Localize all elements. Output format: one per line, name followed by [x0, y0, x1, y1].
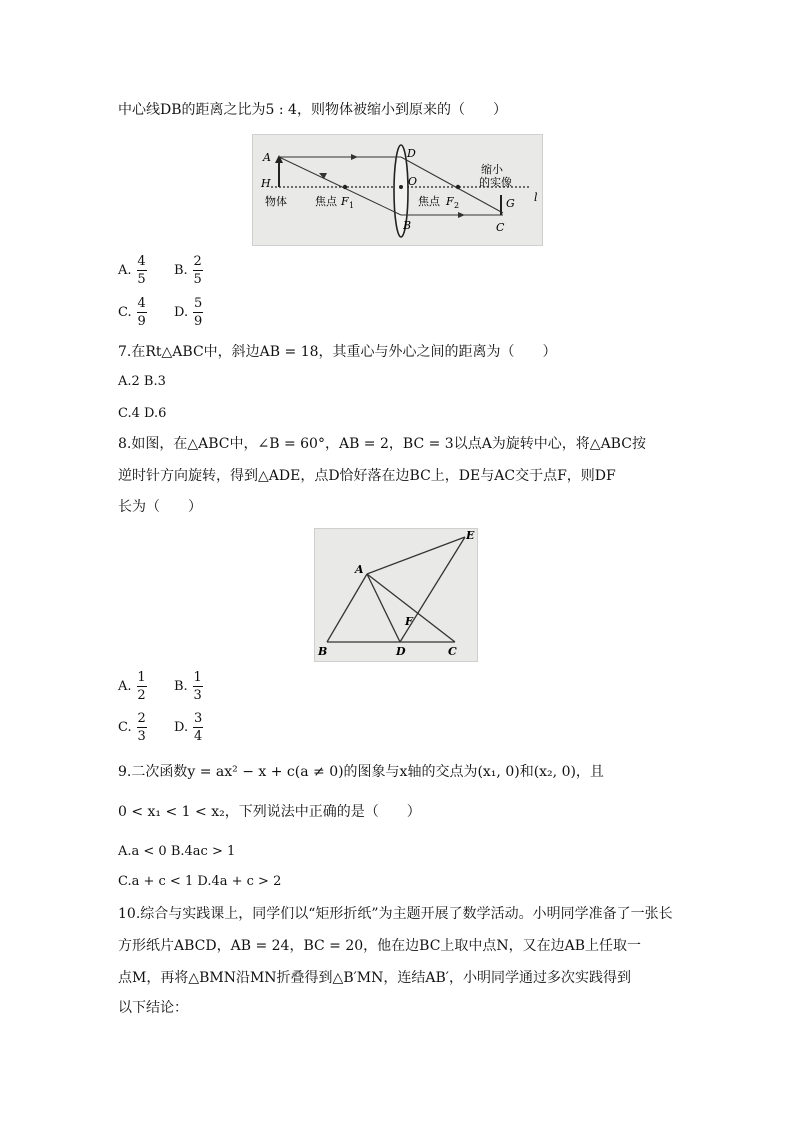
- lens-center: [399, 185, 403, 189]
- option-letter: B.: [174, 263, 188, 278]
- segment-AB: [327, 574, 367, 642]
- label-object: 物体: [265, 195, 287, 208]
- fraction: [137, 711, 147, 744]
- q7-options-row1[interactable]: A.2 B.3: [118, 374, 166, 389]
- triangle-figure: [314, 528, 478, 662]
- q9-stem-line2: 0 < x₁ < 1 < x₂，下列说法中正确的是（ ）: [118, 804, 421, 820]
- label-image-line1: 缩小: [481, 163, 503, 176]
- fraction: [137, 254, 147, 287]
- label-E: E: [466, 529, 475, 542]
- label-focus-2: 焦点: [418, 195, 440, 208]
- q9-options-row2[interactable]: C.a + c < 1 D.4a + c > 2: [118, 874, 282, 889]
- lens-figure: [252, 134, 543, 246]
- lens-diagram: [253, 135, 542, 245]
- denominator: 5: [137, 272, 146, 287]
- label-B: B: [403, 219, 412, 232]
- option-letter: C.: [118, 720, 132, 735]
- q6-stem-tail: 中心线DB的距离之比为5 : 4，则物体被缩小到原来的（ ）: [118, 102, 507, 118]
- q9-options-row1[interactable]: A.a < 0 B.4ac > 1: [118, 844, 236, 859]
- option-letter: C.: [118, 305, 132, 320]
- q8-stem-line3: 长为（ ）: [118, 499, 202, 515]
- denominator: 2: [137, 688, 146, 703]
- label-D: D: [407, 147, 416, 160]
- denominator: 9: [137, 314, 146, 329]
- option-letter: B.: [174, 679, 188, 694]
- label-D: D: [396, 645, 406, 658]
- q10-line2: 方形纸片ABCD，AB = 24，BC = 20，他在边BC上取中点N，又在边AB上任取一: [118, 938, 642, 954]
- label-H: H: [261, 177, 271, 190]
- ray-arrow-1: [351, 154, 358, 160]
- q10-line1: 10.综合与实践课上，同学们以“矩形折纸”为主题开展了数学活动。小明同学准备了一张长: [118, 906, 673, 922]
- numerator: 2: [137, 711, 146, 726]
- q8-option-d[interactable]: [174, 711, 203, 744]
- fraction: [193, 254, 203, 287]
- numerator: 5: [193, 296, 203, 311]
- segment-AC: [367, 574, 455, 642]
- fraction: [137, 670, 147, 703]
- focus-point-2: [456, 185, 460, 189]
- denominator: 9: [193, 314, 203, 329]
- q6-option-d[interactable]: [174, 296, 203, 329]
- numerator: 4: [137, 254, 146, 269]
- label-F1-sub: 1: [349, 201, 355, 210]
- label-C: C: [496, 221, 505, 234]
- q10-line4: 以下结论：: [118, 1000, 188, 1016]
- q7-stem: 7.在Rt△ABC中，斜边AB = 18，其重心与外心之间的距离为（ ）: [118, 344, 557, 360]
- option-letter: A.: [118, 263, 132, 278]
- option-letter: D.: [174, 305, 189, 320]
- numerator: 4: [137, 296, 146, 311]
- numerator: 2: [193, 254, 202, 269]
- q10-line3: 点M，再将△BMN沿MN折叠得到△B′MN，连结AB′，小明同学通过多次实践得到: [118, 970, 631, 986]
- option-letter: A.: [118, 679, 132, 694]
- q8-option-a[interactable]: [118, 670, 147, 703]
- label-O: O: [408, 175, 418, 188]
- fraction: [193, 296, 203, 329]
- denominator: 3: [193, 688, 202, 703]
- label-G: G: [506, 197, 515, 210]
- triangle-diagram: [315, 529, 477, 661]
- q8-stem-line2: 逆时针方向旋转，得到△ADE，点D恰好落在边BC上，DE与AC交于点F，则DF: [118, 468, 616, 484]
- numerator: 3: [193, 711, 203, 726]
- q9-stem-line1: 9.二次函数y = ax² − x + c(a ≠ 0)的图象与x轴的交点为(x₁, 0)和(x₂, 0)，且: [118, 764, 604, 780]
- label-F: F: [405, 615, 413, 628]
- label-F2-sub: 2: [454, 201, 460, 210]
- label-image-line2: 的实像: [479, 176, 512, 189]
- label-focus-1: 焦点: [315, 195, 337, 208]
- option-letter: D.: [174, 720, 189, 735]
- label-C: C: [448, 645, 457, 658]
- denominator: 4: [193, 729, 203, 744]
- q6-option-b[interactable]: [174, 254, 203, 287]
- focus-point-1: [343, 185, 347, 189]
- fraction: [193, 711, 203, 744]
- q8-stem-line1: 8.如图，在△ABC中，∠B = 60°，AB = 2，BC = 3以点A为旋转中心，将△ABC按: [118, 436, 646, 452]
- segment-AD: [367, 574, 400, 642]
- q8-option-b[interactable]: [174, 670, 203, 703]
- label-A: A: [263, 151, 271, 164]
- denominator: 5: [193, 272, 202, 287]
- fraction: [137, 296, 147, 329]
- numerator: 1: [137, 670, 146, 685]
- object-arrowhead: [275, 155, 283, 163]
- denominator: 3: [137, 729, 146, 744]
- label-l: l: [534, 191, 538, 204]
- ray-through-focus: [279, 157, 401, 215]
- ray-arrow-3: [458, 212, 465, 218]
- q8-option-c[interactable]: [118, 711, 147, 744]
- label-B: B: [318, 645, 328, 658]
- label-F1: F: [341, 195, 349, 208]
- q6-option-c[interactable]: [118, 296, 147, 329]
- label-A: A: [355, 563, 364, 576]
- label-F2: F: [446, 195, 454, 208]
- segment-AE: [367, 537, 465, 574]
- numerator: 1: [193, 670, 202, 685]
- q7-options-row2[interactable]: C.4 D.6: [118, 406, 167, 421]
- fraction: [193, 670, 203, 703]
- q6-option-a[interactable]: [118, 254, 147, 287]
